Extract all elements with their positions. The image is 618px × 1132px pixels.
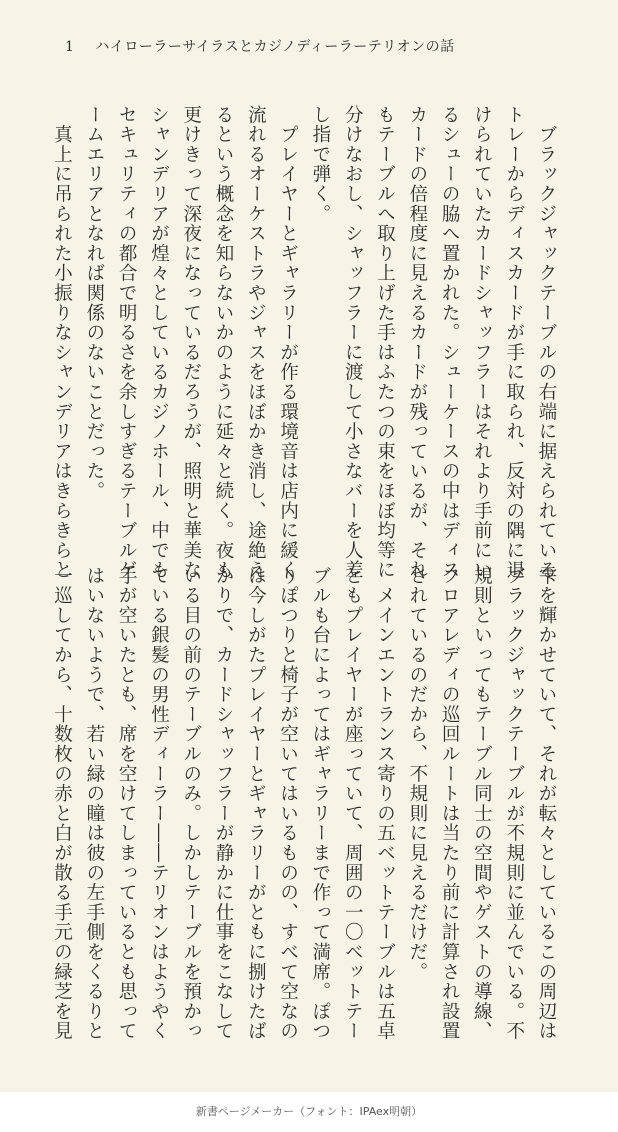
text-line: 真上に吊られた小振りなシャンデリアはきらきらと xyxy=(51,105,73,581)
running-header xyxy=(65,36,455,56)
text-line: かりで、カードシャッフラーが静かに仕事をこなして xyxy=(213,566,235,1042)
text-line: ームエリアとなれば関係のないことだった。 xyxy=(83,105,105,501)
text-line: カードの倍程度に見えるカードが残っているが、それ xyxy=(406,105,428,581)
text-line: ともプレイヤーが座っていて、周囲の一〇ベットテー xyxy=(342,566,364,1042)
text-line: ブラックジャックテーブルが不規則に並んでいる。不 xyxy=(503,566,525,1042)
text-line: 流れるオーケストラやジャスをほぼかき消し、途絶え xyxy=(245,105,267,581)
text-line: トレーからディスカードが手に取られ、反対の隅に退 xyxy=(503,105,525,581)
text-line: るシューの脇へ置かれた。シューケースの中はディス xyxy=(439,105,461,581)
text-line: ブルも台によってはギャラリーまで作って満席。ぽつ xyxy=(309,566,331,1042)
generator-credit: 新書ページメーカー（フォント：IPAex明朝） xyxy=(195,1105,423,1118)
text-line: 規則といってもテーブル同士の空間やゲストの導線、 xyxy=(471,566,493,1042)
text-line: 分けなおし、シャッフラーに渡して小さなバーを人差 xyxy=(342,105,364,581)
text-line: シャンデリアが煌々としているカジノホール、中でも xyxy=(148,105,170,581)
text-line: セキュリティの都合で明るさを余しすぎるテーブルゲ xyxy=(116,105,138,581)
text-block-bottom xyxy=(45,566,562,1041)
text-line: いる目の前のテーブルのみ。しかしテーブルを預かっ xyxy=(180,566,202,1042)
text-line: 一巡してから、十数枚の赤と白が散る手元の緑芝を見 xyxy=(51,566,73,1042)
text-line: は今しがたプレイヤーとギャラリーがともに捌けたば xyxy=(245,566,267,1042)
text-line: 雫を輝かせていて、それが転々としているこの周辺は xyxy=(536,566,557,1042)
text-line: もテーブルへ取り上げた手はふたつの束をほぼ均等に xyxy=(374,105,396,581)
text-line: プレイヤーとギャラリーが作る環境音は店内に緩く xyxy=(277,105,299,581)
page-number: 1 xyxy=(65,39,75,55)
text-line: し指で弾く。 xyxy=(309,105,331,224)
text-line: ている銀髪の男性ディーラー――テリオンはようやく xyxy=(148,566,170,1042)
chapter-title: ハイローラーサイラスとカジノディーラーテリオンの話 xyxy=(95,39,455,55)
text-line: されているのだから、不規則に見えるだけだ。 xyxy=(406,566,428,982)
text-line: 手が空いたとも、席を空けてしまっているとも思って xyxy=(116,566,138,1042)
text-line: るという概念を知らないかのように延々と続く。夜も xyxy=(213,105,235,581)
text-line: はいないようで、若い緑の瞳は彼の左手側をくるりと xyxy=(83,566,105,1042)
text-line: りぽつりと椅子が空いてはいるものの、すべて空なの xyxy=(277,566,299,1042)
text-line: メインエントランス寄りの五ベットテーブルは五卓 xyxy=(374,566,396,1042)
text-line: けられていたカードシャッフラーはそれより手前にい xyxy=(471,105,493,581)
text-line: フロアレディの巡回ルートは当たり前に計算され設置 xyxy=(439,566,461,1042)
text-block-top xyxy=(45,105,562,580)
text-line: ブラックジャックテーブルの右端に据えられている xyxy=(536,105,557,581)
text-line: 更けきって深夜になっているだろうが、照明と華美な xyxy=(180,105,202,581)
